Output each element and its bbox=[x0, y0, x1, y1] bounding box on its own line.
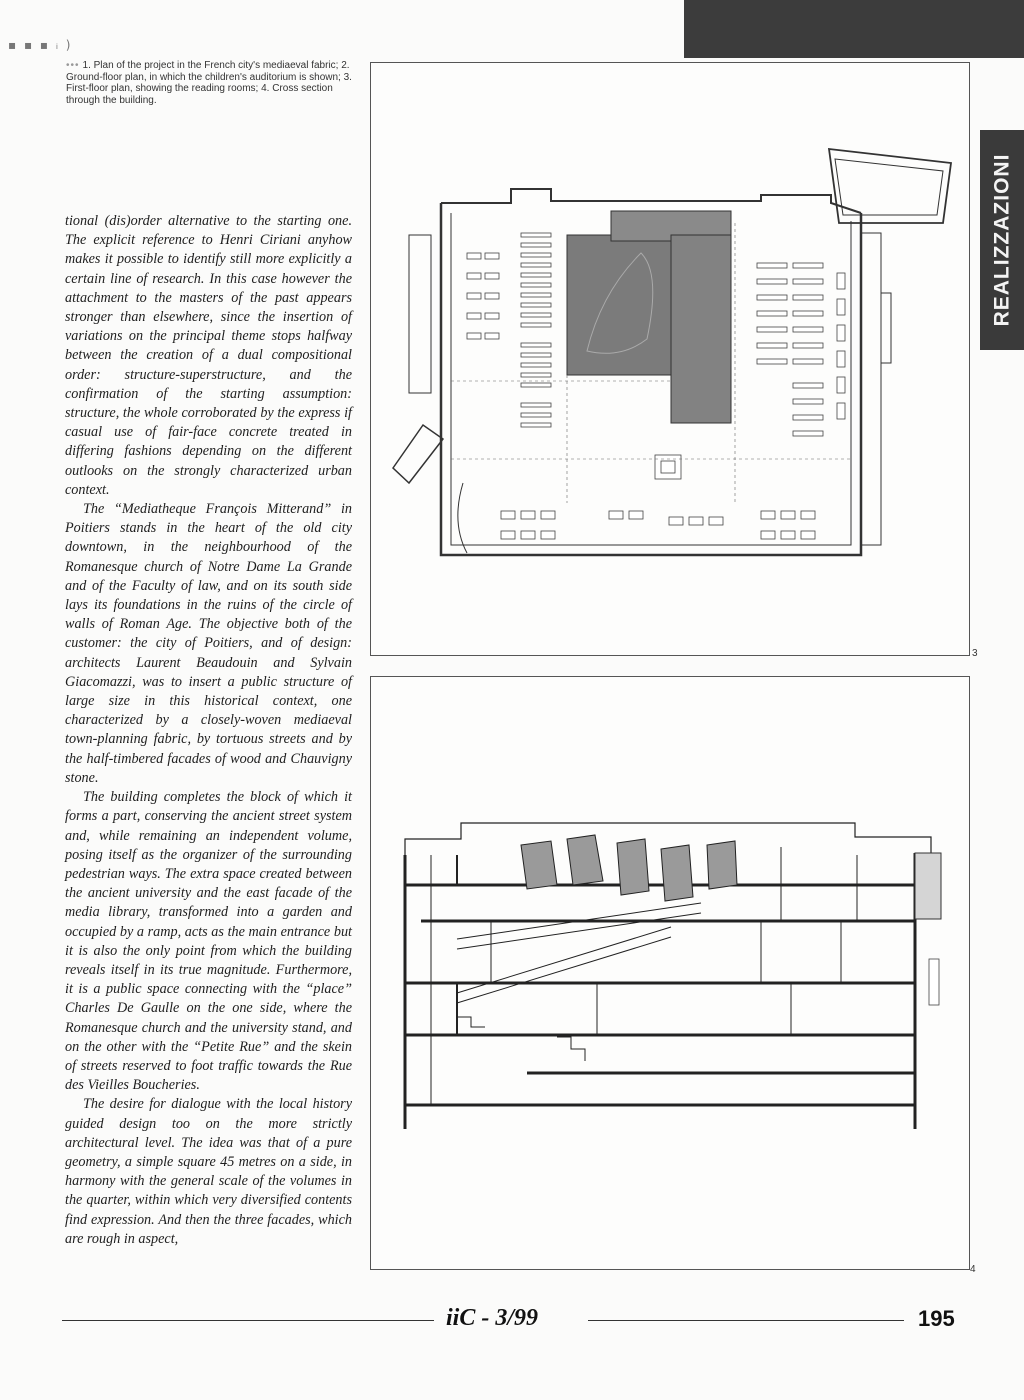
first-floor-plan-figure bbox=[370, 62, 970, 656]
article-paragraph: tional (dis)order alternative to the starting one. The explicit reference to Henri Ciriani anyhow makes it possible to identify still more explicitly a certain line of research. In this case however the attachment to the masters of the past appears stronger than elsewhere, since the insertion of variations on the principal theme stops halfway between the creation of a dual compositional order: structure-superstructure, and the confirmation of the starting assumption: structure, the whole corroborated by the express if casual use of fair-face concrete treated in differing fashions depending on the different outlooks on the strongly characterized urban context. bbox=[65, 213, 352, 498]
article-body bbox=[65, 212, 352, 1249]
footer-rule-left bbox=[62, 1320, 434, 1321]
figure-caption bbox=[66, 60, 366, 106]
footer-rule-right bbox=[588, 1320, 904, 1321]
corner-band bbox=[684, 0, 1024, 58]
scan-mark: ▪ ▪ ▪ ᵢ ) bbox=[8, 38, 73, 52]
article-paragraph: The building completes the block of which it forms a part, conserving the ancient street system and, while remaining an independent volume, posing itself as the organizer of the surrounding pedestrian ways. The extra space created between the ancient university and the east facade of the media library, transformed into a garden and occupied by a ramp, acts as the main entrance but it is also the only point from which the building reveals itself in its true magnitude. Furthermore, it is a public space connecting with the “place” Charles De Gaulle on the one side, where the Romanesque church and the university stand, and on the other with the “Petite Rue” and the skein of streets reserved to foot traffic towards the Rue des Vieilles Boucheries. bbox=[65, 789, 352, 1094]
section-tab-label: REALIZZAZIONI bbox=[990, 153, 1014, 327]
cross-section-drawing bbox=[371, 677, 969, 1269]
caption-text: 1. Plan of the project in the French city's mediaeval fabric; 2. Ground-floor plan, in which the children's auditorium is shown; 3. First-floor plan, showing the reading rooms; 4. Cross section through the building. bbox=[66, 60, 352, 106]
floor-plan-drawing bbox=[371, 63, 969, 655]
article-paragraph: The desire for dialogue with the local history guided design too on the more strictly architectural level. The idea was that of a pure geometry, a simple square 45 metres on a side, in harmony with the general scale of the volumes in the quarter, within which very diversified contents find expression. And then the three facades, which are rough in aspect, bbox=[65, 1096, 352, 1247]
figure-number-4: 4 bbox=[970, 1264, 976, 1275]
page-number: 195 bbox=[918, 1306, 955, 1331]
caption-bullets: ••• bbox=[66, 60, 80, 71]
cross-section-figure bbox=[370, 676, 970, 1270]
figure-number-3: 3 bbox=[972, 648, 978, 659]
magazine-issue: iiC - 3/99 bbox=[446, 1305, 539, 1331]
section-tab bbox=[980, 130, 1024, 350]
article-paragraph: The “Mediatheque François Mitterand” in Poitiers stands in the heart of the old city downtown, in the neighbourhood of the Romanesque church of Notre Dame La Grande and of the Faculty of law, and on its south side lays its foundations in the ruins of the circle of walls of Roman Age. The objective both of the customer: the city of Poitiers, and of design: architects Laurent Beaudouin and Sylvain Giacomazzi, was to insert a public structure of large size in this historical context, one characterized by a closely-woven mediaeval town-planning fabric, by tortuous streets and by the half-timbered facades of wood and Chauvigny stone. bbox=[65, 501, 352, 786]
